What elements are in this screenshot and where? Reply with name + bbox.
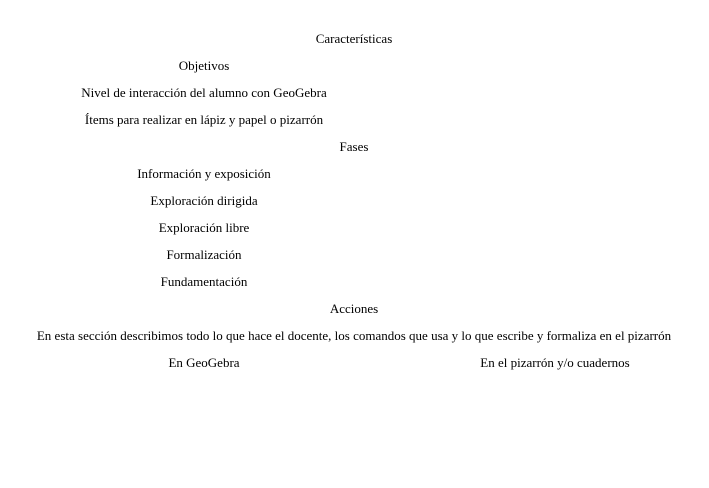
fase-item: Formalización	[166, 247, 242, 262]
caracteristicas-heading: Características	[315, 31, 393, 46]
fase-item: Exploración libre	[158, 220, 250, 235]
items-label: Ítems para realizar en lápiz y papel o pizarrón	[84, 112, 324, 127]
acciones-heading: Acciones	[329, 301, 379, 316]
objetivos-label: Objetivos	[178, 58, 230, 73]
column-geogebra-label: En GeoGebra	[168, 355, 240, 370]
acciones-description: En esta sección describimos todo lo que hace el docente, los comandos que usa y lo que escribe y formaliza en el pizarrón	[36, 328, 672, 343]
column-pizarron-label: En el pizarrón y/o cuadernos	[480, 355, 630, 370]
fases-heading: Fases	[339, 139, 369, 154]
nivel-interaccion-label: Nivel de interacción del alumno con GeoGebra	[81, 85, 327, 100]
fase-item: Información y exposición	[137, 166, 271, 181]
fase-item: Exploración dirigida	[150, 193, 258, 208]
fase-item: Fundamentación	[160, 274, 248, 289]
